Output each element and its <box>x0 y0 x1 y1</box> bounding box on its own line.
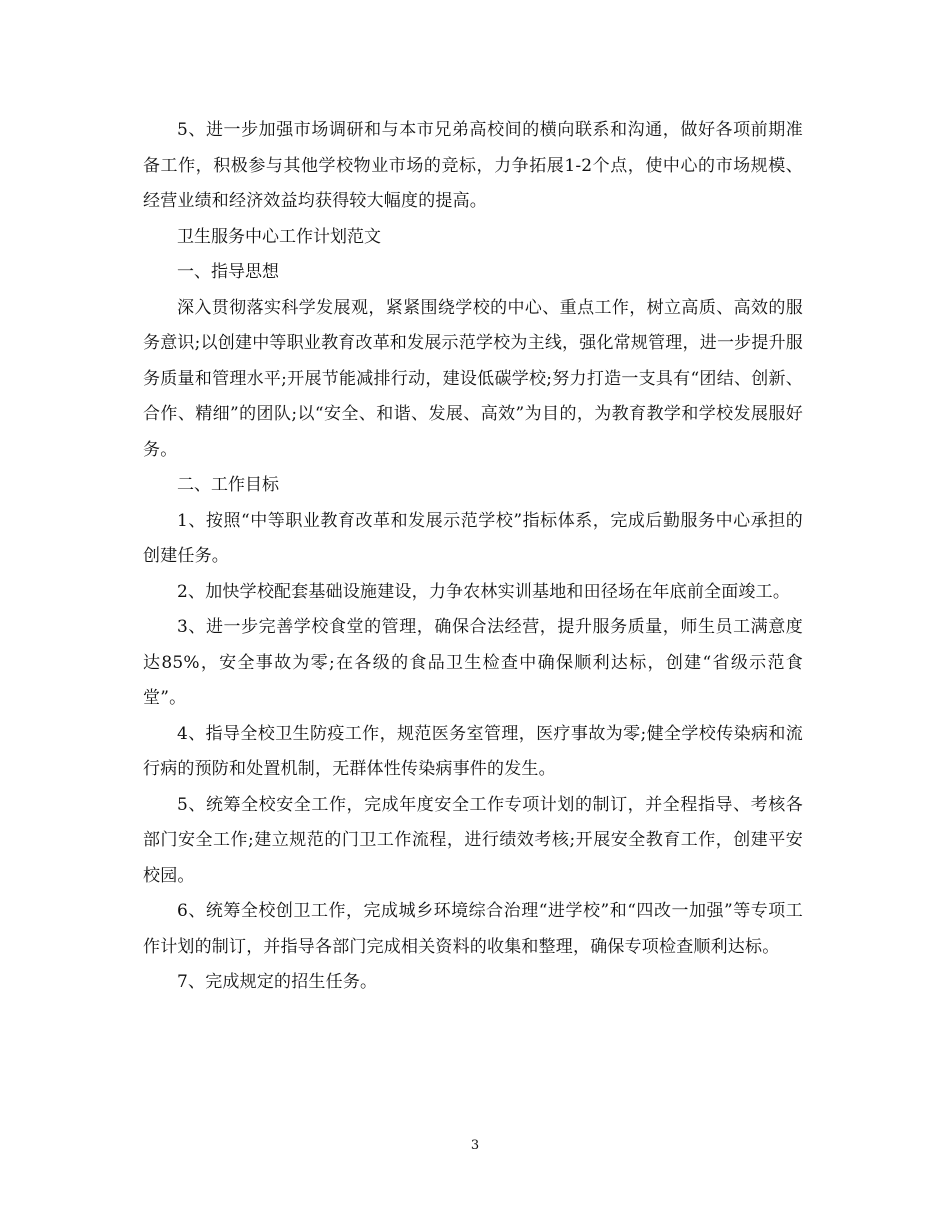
heading-guiding-ideology: 一、指导思想 <box>177 262 279 282</box>
paragraph-goal-1: 1、按照“中等职业教育改革和发展示范学校”指标体系，完成后勤服务中心承担的创建任务。 <box>143 510 803 566</box>
paragraph-goal-3: 3、进一步完善学校食堂的管理，确保合法经营，提升服务质量，师生员工满意度达85%，安全事故为零;在各级的食品卫生检查中确保顺利达标，创建“省级示范食堂”。 <box>143 617 803 708</box>
paragraph-goal-2: 2、加快学校配套基础设施建设，力争农林实训基地和田径场在年底前全面竣工。 <box>177 581 791 602</box>
paragraph-goal-5: 5、统筹全校安全工作，完成年度安全工作专项计划的制订，并全程指导、考核各部门安全工作;建立规范的门卫工作流程，进行绩效考核;开展安全教育工作，创建平安校园。 <box>143 794 803 886</box>
paragraph-market-expansion: 5、进一步加强市场调研和与本市兄弟高校间的横向联系和沟通，做好各项前期准备工作，积极参与其他学校物业市场的竞标，力争拓展1-2个点，使中心的市场规模、经营业绩和经济效益均获得较大幅度的提高。 <box>143 120 803 211</box>
paragraph-goal-7: 7、完成规定的招生任务。 <box>177 972 378 992</box>
page-number: 3 <box>470 1138 480 1153</box>
paragraph-goal-6: 6、统筹全校创卫工作，完成城乡环境综合治理“进学校”和“四改一加强”等专项工作计划的制订，并指导各部门完成相关资料的收集和整理，确保专项检查顺利达标。 <box>143 901 803 957</box>
heading-work-goals: 二、工作目标 <box>177 475 279 495</box>
section-title: 卫生服务中心工作计划范文 <box>177 226 381 247</box>
paragraph-guiding-ideology: 深入贯彻落实科学发展观，紧紧围绕学校的中心、重点工作，树立高质、高效的服务意识;以创建中等职业教育改革和发展示范学校为主线，强化常规管理，进一步提升服务质量和管理水平;开展节能减排行动，建设低碳学校;努力打造一支具有“团结、创新、合作、精细”的团队;以“安全、和谐、发展、高效”为目的，为教育教学和学校发展服好务。 <box>143 297 803 460</box>
paragraph-goal-4: 4、指导全校卫生防疫工作，规范医务室管理，医疗事故为零;健全学校传染病和流行病的预防和处置机制，无群体性传染病事件的发生。 <box>143 723 803 779</box>
document-body <box>143 113 803 1001</box>
